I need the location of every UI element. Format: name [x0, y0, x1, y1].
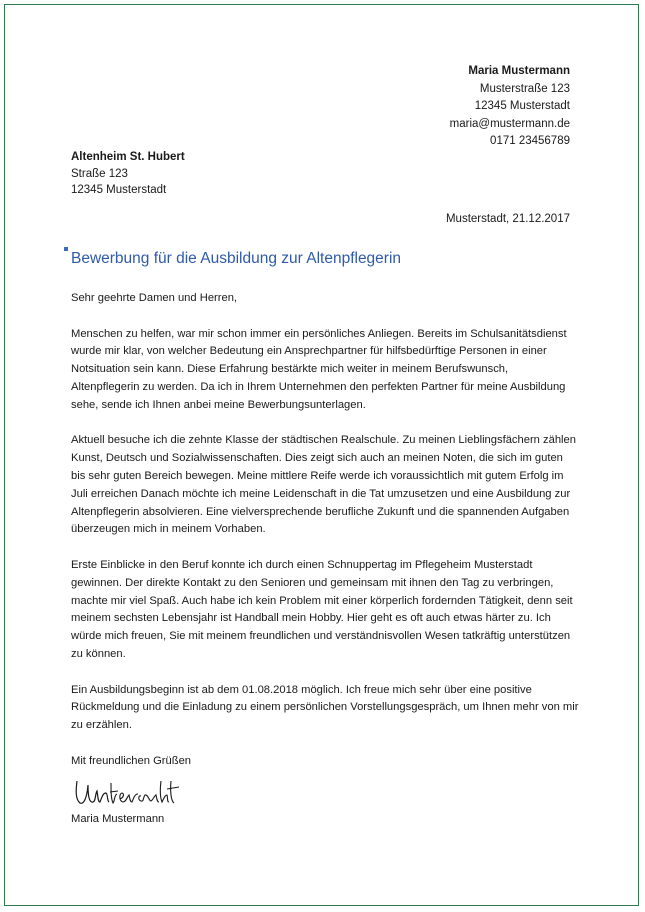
- sender-email: maria@mustermann.de: [449, 117, 570, 130]
- paragraph-1: Menschen zu helfen, war mir schon immer ein persönliches Anliegen. Bereits im Schulsanitätsdienst wurde mir klar, von welcher Bedeutung ein Ansprechpartner für hilfsbedürftige Personen in einer Notsituation sein kann. Diese Erfahrung bestärkte mich weiter in meinem Berufswunsch, Altenpflegerin zu werden. Da ich in Ihrem Unternehmen den perfekten Partner für meine Ausbildung sehe, sende ich Ihnen anbei meine Bewerbungsunterlagen.: [71, 327, 567, 411]
- letter-subject: Bewerbung für die Ausbildung zur Altenpflegerin: [71, 250, 402, 267]
- subject-marker: [64, 247, 68, 251]
- sender-name: Maria Mustermann: [468, 65, 570, 77]
- signature-name: Maria Mustermann: [71, 812, 165, 825]
- sender-city: 12345 Musterstadt: [474, 100, 570, 112]
- paragraph-4: Ein Ausbildungsbeginn ist ab dem 01.08.2018 möglich. Ich freue mich sehr über eine positive Rückmeldung und die Einladung zu einem persönlichen Vorstellungsgespräch, um Ihnen mehr von mir zu erzählen.: [71, 683, 579, 732]
- sender-phone: 0171 23456789: [490, 135, 570, 147]
- paragraph-2: Aktuell besuche ich die zehnte Klasse der städtischen Realschule. Zu meinen Lieblingsfächern zählen Kunst, Deutsch und Sozialwissenschaften. Dies zeigt sich auch an meinen Noten, die sich im guten bis sehr guten Bereich bewegen. Meine mittlere Reife werde ich voraussichtlich mit gutem Erfolg im Juli erreichen Danach möchte ich meine Leidenschaft in die Tat umzusetzen und eine Ausbildung zur Altenpflegerin absolvieren. Eine vielversprechende berufliche Zukunft und die spannenden Aufgaben überzeugen mich in meinem Vorhaben.: [71, 434, 576, 536]
- recipient-street: Straße 123: [71, 167, 128, 180]
- recipient-address-block: [71, 149, 185, 199]
- letter-page: [4, 4, 639, 906]
- recipient-city: 12345 Musterstadt: [71, 184, 167, 196]
- salutation: Sehr geehrte Damen und Herren,: [71, 292, 238, 304]
- sender-street: Musterstraße 123: [479, 82, 570, 95]
- signature-drawing: [71, 775, 181, 811]
- closing: Mit freundlichen Grüßen: [71, 754, 192, 767]
- letter-date: Musterstadt, 21.12.2017: [445, 213, 570, 225]
- signature-image: [71, 775, 579, 811]
- sender-address-block: [450, 63, 570, 151]
- letter-body: [71, 290, 579, 828]
- recipient-name: Altenheim St. Hubert: [71, 151, 185, 163]
- paragraph-3: Erste Einblicke in den Beruf konnte ich durch einen Schnuppertag im Pflegeheim Musterstadt gewinnen. Der direkte Kontakt zu den Senioren und gemeinsam mit ihnen den Tag zu verbringen, machte mir viel Spaß. Auch habe ich kein Problem mit einer körperlich fordernden Tätigkeit, denn seit meinem sechsten Lebensjahr ist Handball mein Hobby. Hier geht es oft auch etwas härter zu. Ich würde mich freuen, Sie mit meinem freundlichen und verständnisvollen Wesen tatkräftig unterstützen zu können.: [71, 558, 573, 660]
